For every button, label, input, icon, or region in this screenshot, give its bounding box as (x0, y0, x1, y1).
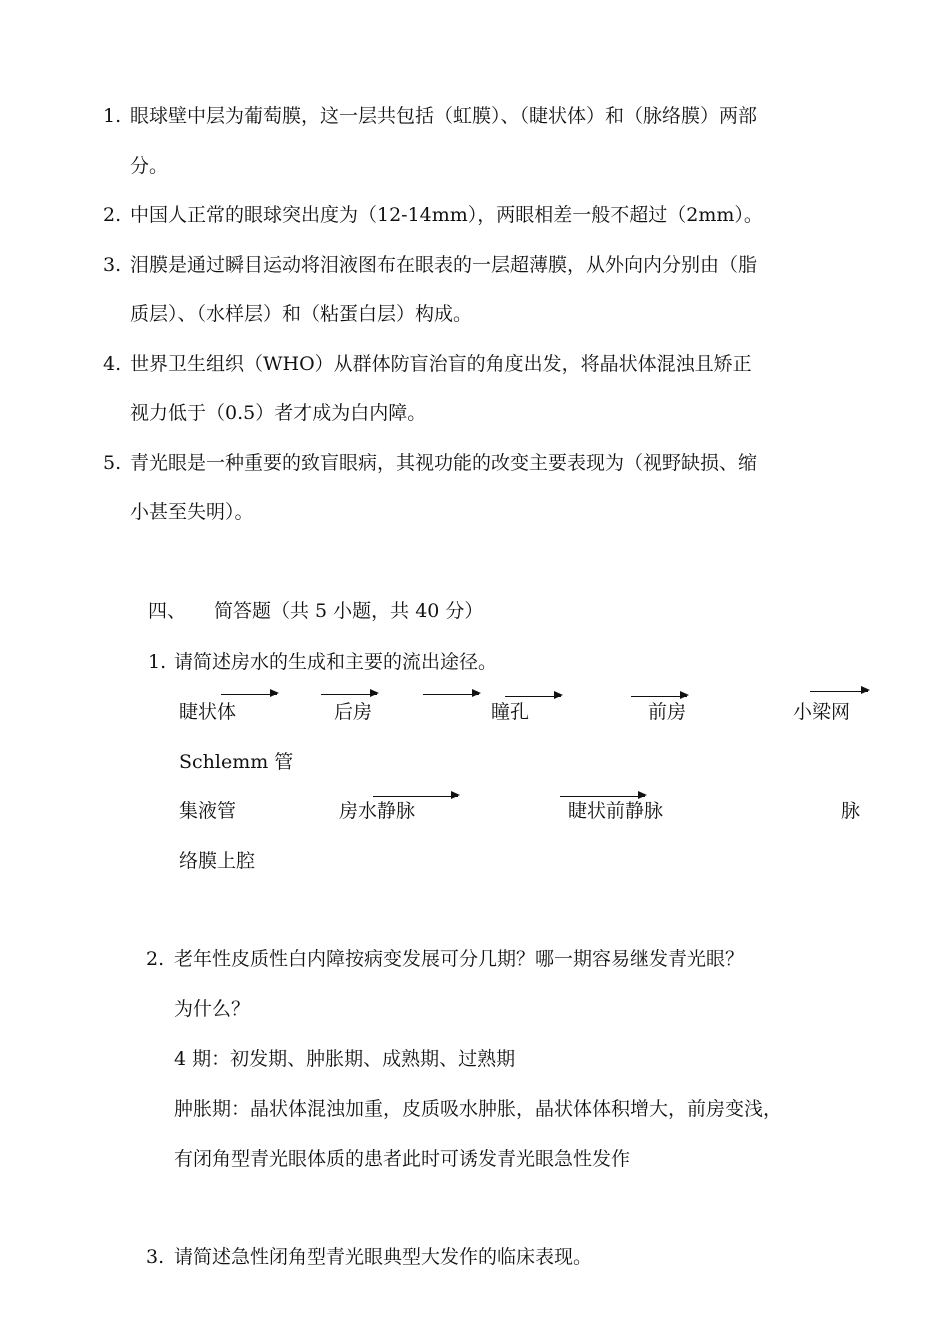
item-text: 质层）、（水样层）和（粘蛋白层）构成。 (130, 303, 473, 325)
flow-arrow (321, 694, 377, 695)
item-text: 视力低于（0.5）者才成为白内障。 (130, 402, 427, 424)
answer-text: 有闭角型青光眼体质的患者此时可诱发青光眼急性发作 (174, 1148, 631, 1170)
answer-text: 4 期：初发期、肿胀期、成熟期、过熟期 (174, 1048, 516, 1070)
item-text: 世界卫生组织（WHO）从群体防盲治盲的角度出发，将晶状体混浊且矫正 (130, 353, 752, 375)
item-text: 泪膜是通过瞬目运动将泪液图布在眼表的一层超薄膜，从外向内分别由（脂 (130, 254, 758, 276)
answer-text: 肿胀期：晶状体混浊加重，皮质吸水肿胀，晶状体体积增大，前房变浅， (174, 1098, 783, 1120)
flow-step: 后房 (334, 701, 373, 723)
question-text: 请简述房水的生成和主要的流出途径。 (174, 651, 498, 673)
question-text: 老年性皮质性白内障按病变发展可分几期？哪一期容易继发青光眼？ (174, 948, 745, 970)
flow-arrow (221, 694, 277, 695)
item-text: 青光眼是一种重要的致盲眼病，其视功能的改变主要表现为（视野缺损、缩 (130, 452, 758, 474)
question-number: 1. (148, 651, 167, 673)
flow-step: Schlemm 管 (179, 751, 294, 773)
flow-step: 络膜上腔 (179, 850, 256, 872)
flow-step: 小梁网 (793, 701, 851, 723)
flow-step: 脉 (841, 800, 861, 822)
flow-arrow (560, 796, 645, 797)
flow-arrow (631, 696, 687, 697)
question-number: 2. (146, 948, 165, 970)
flow-arrow (373, 796, 458, 797)
flow-step: 房水静脉 (339, 800, 416, 822)
flow-step: 瞳孔 (491, 701, 530, 723)
flow-step: 睫状前静脉 (568, 800, 664, 822)
flow-step: 前房 (648, 701, 687, 723)
flow-arrow (810, 691, 868, 692)
section-title: 简答题（共 5 小题，共 40 分） (214, 600, 484, 622)
question-text: 为什么？ (174, 998, 251, 1020)
flow-arrow (423, 694, 479, 695)
item-text: 眼球壁中层为葡萄膜，这一层共包括（虹膜）、（睫状体）和（脉络膜）两部 (130, 105, 758, 127)
item-number: 1. (103, 105, 122, 127)
item-number: 5. (103, 452, 122, 474)
question-text: 请简述急性闭角型青光眼典型大发作的临床表现。 (174, 1246, 593, 1268)
item-text: 小甚至失明）。 (130, 501, 254, 523)
item-text: 中国人正常的眼球突出度为（12-14mm），两眼相差一般不超过（2mm）。 (130, 204, 763, 226)
item-text: 分。 (130, 155, 169, 177)
item-number: 2. (103, 204, 122, 226)
flow-arrow (505, 696, 561, 697)
section-number: 四、 (148, 600, 187, 622)
flow-step: 集液管 (179, 800, 237, 822)
item-number: 3. (103, 254, 122, 276)
question-number: 3. (146, 1246, 165, 1268)
flow-step: 睫状体 (179, 701, 237, 723)
item-number: 4. (103, 353, 122, 375)
